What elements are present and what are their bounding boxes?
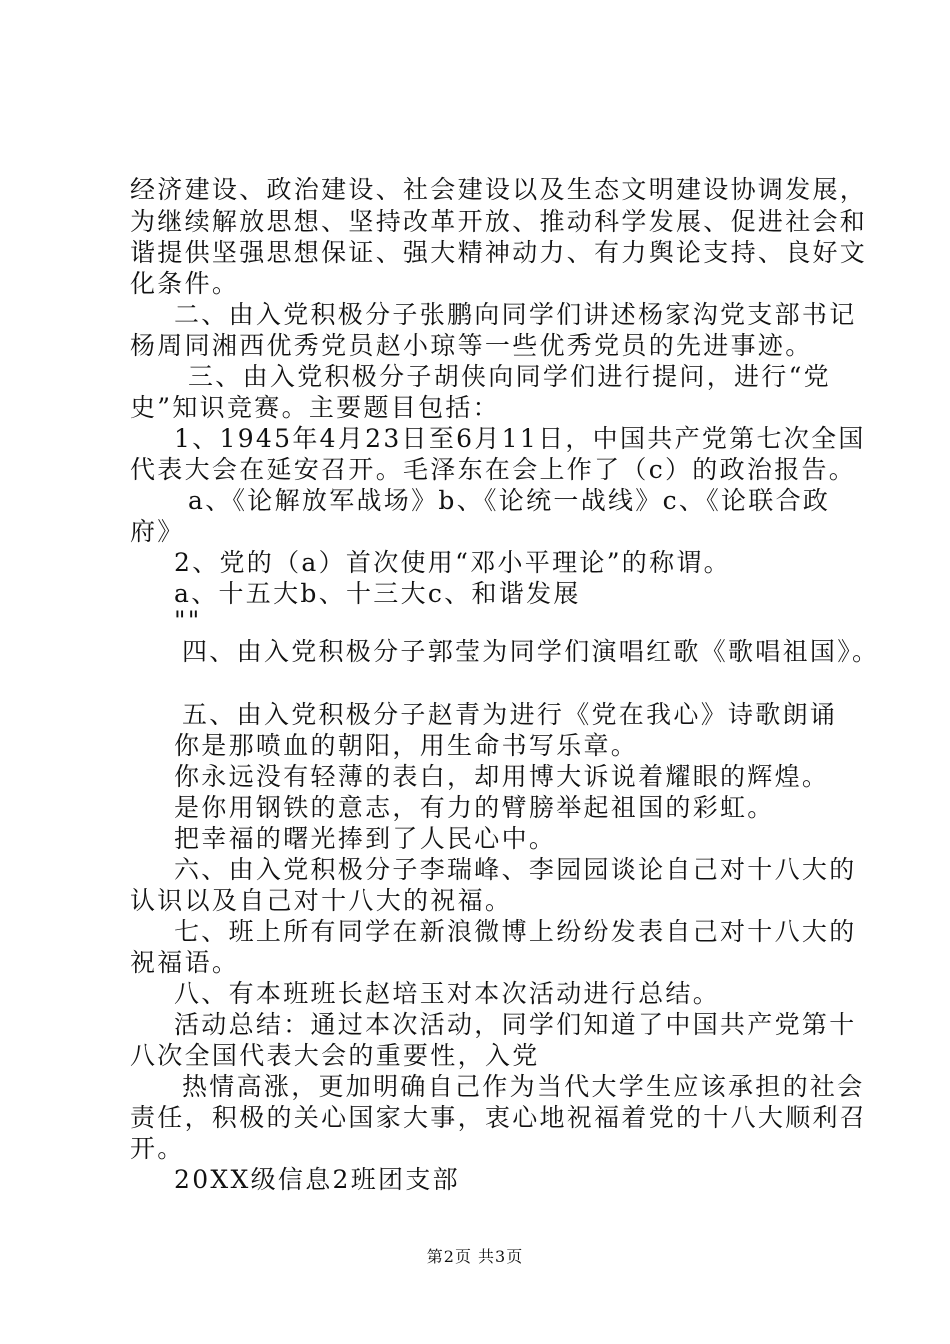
text-line: 经济建设、政治建设、社会建设以及生态文明建设协调发展，	[130, 175, 868, 204]
text-line: 杨周同湘西优秀党员赵小琼等一些优秀党员的先进事迹。	[130, 331, 813, 360]
text-line: 你永远没有轻薄的表白，却用博大诉说着耀眼的辉煌。	[174, 762, 830, 791]
text-line: 二、由入党积极分子张鹏向同学们讲述杨家沟党支部书记	[174, 300, 857, 329]
text-line: 五、由入党积极分子赵青为进行《党在我心》诗歌朗诵	[182, 700, 838, 729]
text-line: 祝福语。	[130, 948, 240, 977]
text-line: 史”知识竞赛。主要题目包括：	[130, 393, 500, 422]
text-line: 六、由入党积极分子李瑞峰、李园园谈论自己对十八大的	[174, 855, 857, 884]
text-line: 2、党的（a）首次使用“邓小平理论”的称谓。	[174, 548, 731, 577]
signature-line: 20XX级信息2班团支部	[174, 1165, 460, 1194]
text-line: 热情高涨，更加明确自己作为当代大学生应该承担的社会	[182, 1072, 865, 1101]
text-line: 四、由入党积极分子郭莹为同学们演唱红歌《歌唱祖国》。	[182, 637, 880, 666]
text-line: 你是那喷血的朝阳，用生命书写乐章。	[174, 731, 639, 760]
page-number: 第2页 共3页	[426, 1247, 524, 1266]
text-line: 为继续解放思想、坚持改革开放、推动科学发展、促进社会和	[130, 207, 868, 236]
text-line: 七、班上所有同学在新浪微博上纷纷发表自己对十八大的	[174, 917, 857, 946]
text-line: 八次全国代表大会的重要性，入党	[130, 1041, 540, 1070]
text-line: 府》	[130, 517, 185, 546]
text-line: 活动总结：通过本次活动，同学们知道了中国共产党第十	[174, 1010, 857, 1039]
text-line: 三、由入党积极分子胡侠向同学们进行提问，进行“党	[188, 362, 831, 391]
text-line: ""	[174, 606, 202, 635]
text-line: 认识以及自己对十八大的祝福。	[130, 886, 513, 915]
text-line: 1、1945年4月23日至6月11日，中国共产党第七次全国	[174, 424, 866, 453]
text-line: 八、有本班班长赵培玉对本次活动进行总结。	[174, 979, 721, 1008]
text-line: 谐提供坚强思想保证、强大精神动力、有力舆论支持、良好文	[130, 238, 868, 267]
text-line: 代表大会在延安召开。毛泽东在会上作了（c）的政治报告。	[130, 455, 857, 484]
text-line: 把幸福的曙光捧到了人民心中。	[174, 824, 557, 853]
text-line: a、十五大b、十三大c、和谐发展	[174, 579, 581, 608]
text-line: a、《论解放军战场》b、《论统一战线》c、《论联合政	[188, 486, 831, 515]
text-line: 化条件。	[130, 269, 240, 298]
text-line: 责任，积极的关心国家大事，衷心地祝福着党的十八大顺利召	[130, 1103, 868, 1132]
text-line: 是你用钢铁的意志，有力的臂膀举起祖国的彩虹。	[174, 793, 775, 822]
text-line: 开。	[130, 1134, 185, 1163]
